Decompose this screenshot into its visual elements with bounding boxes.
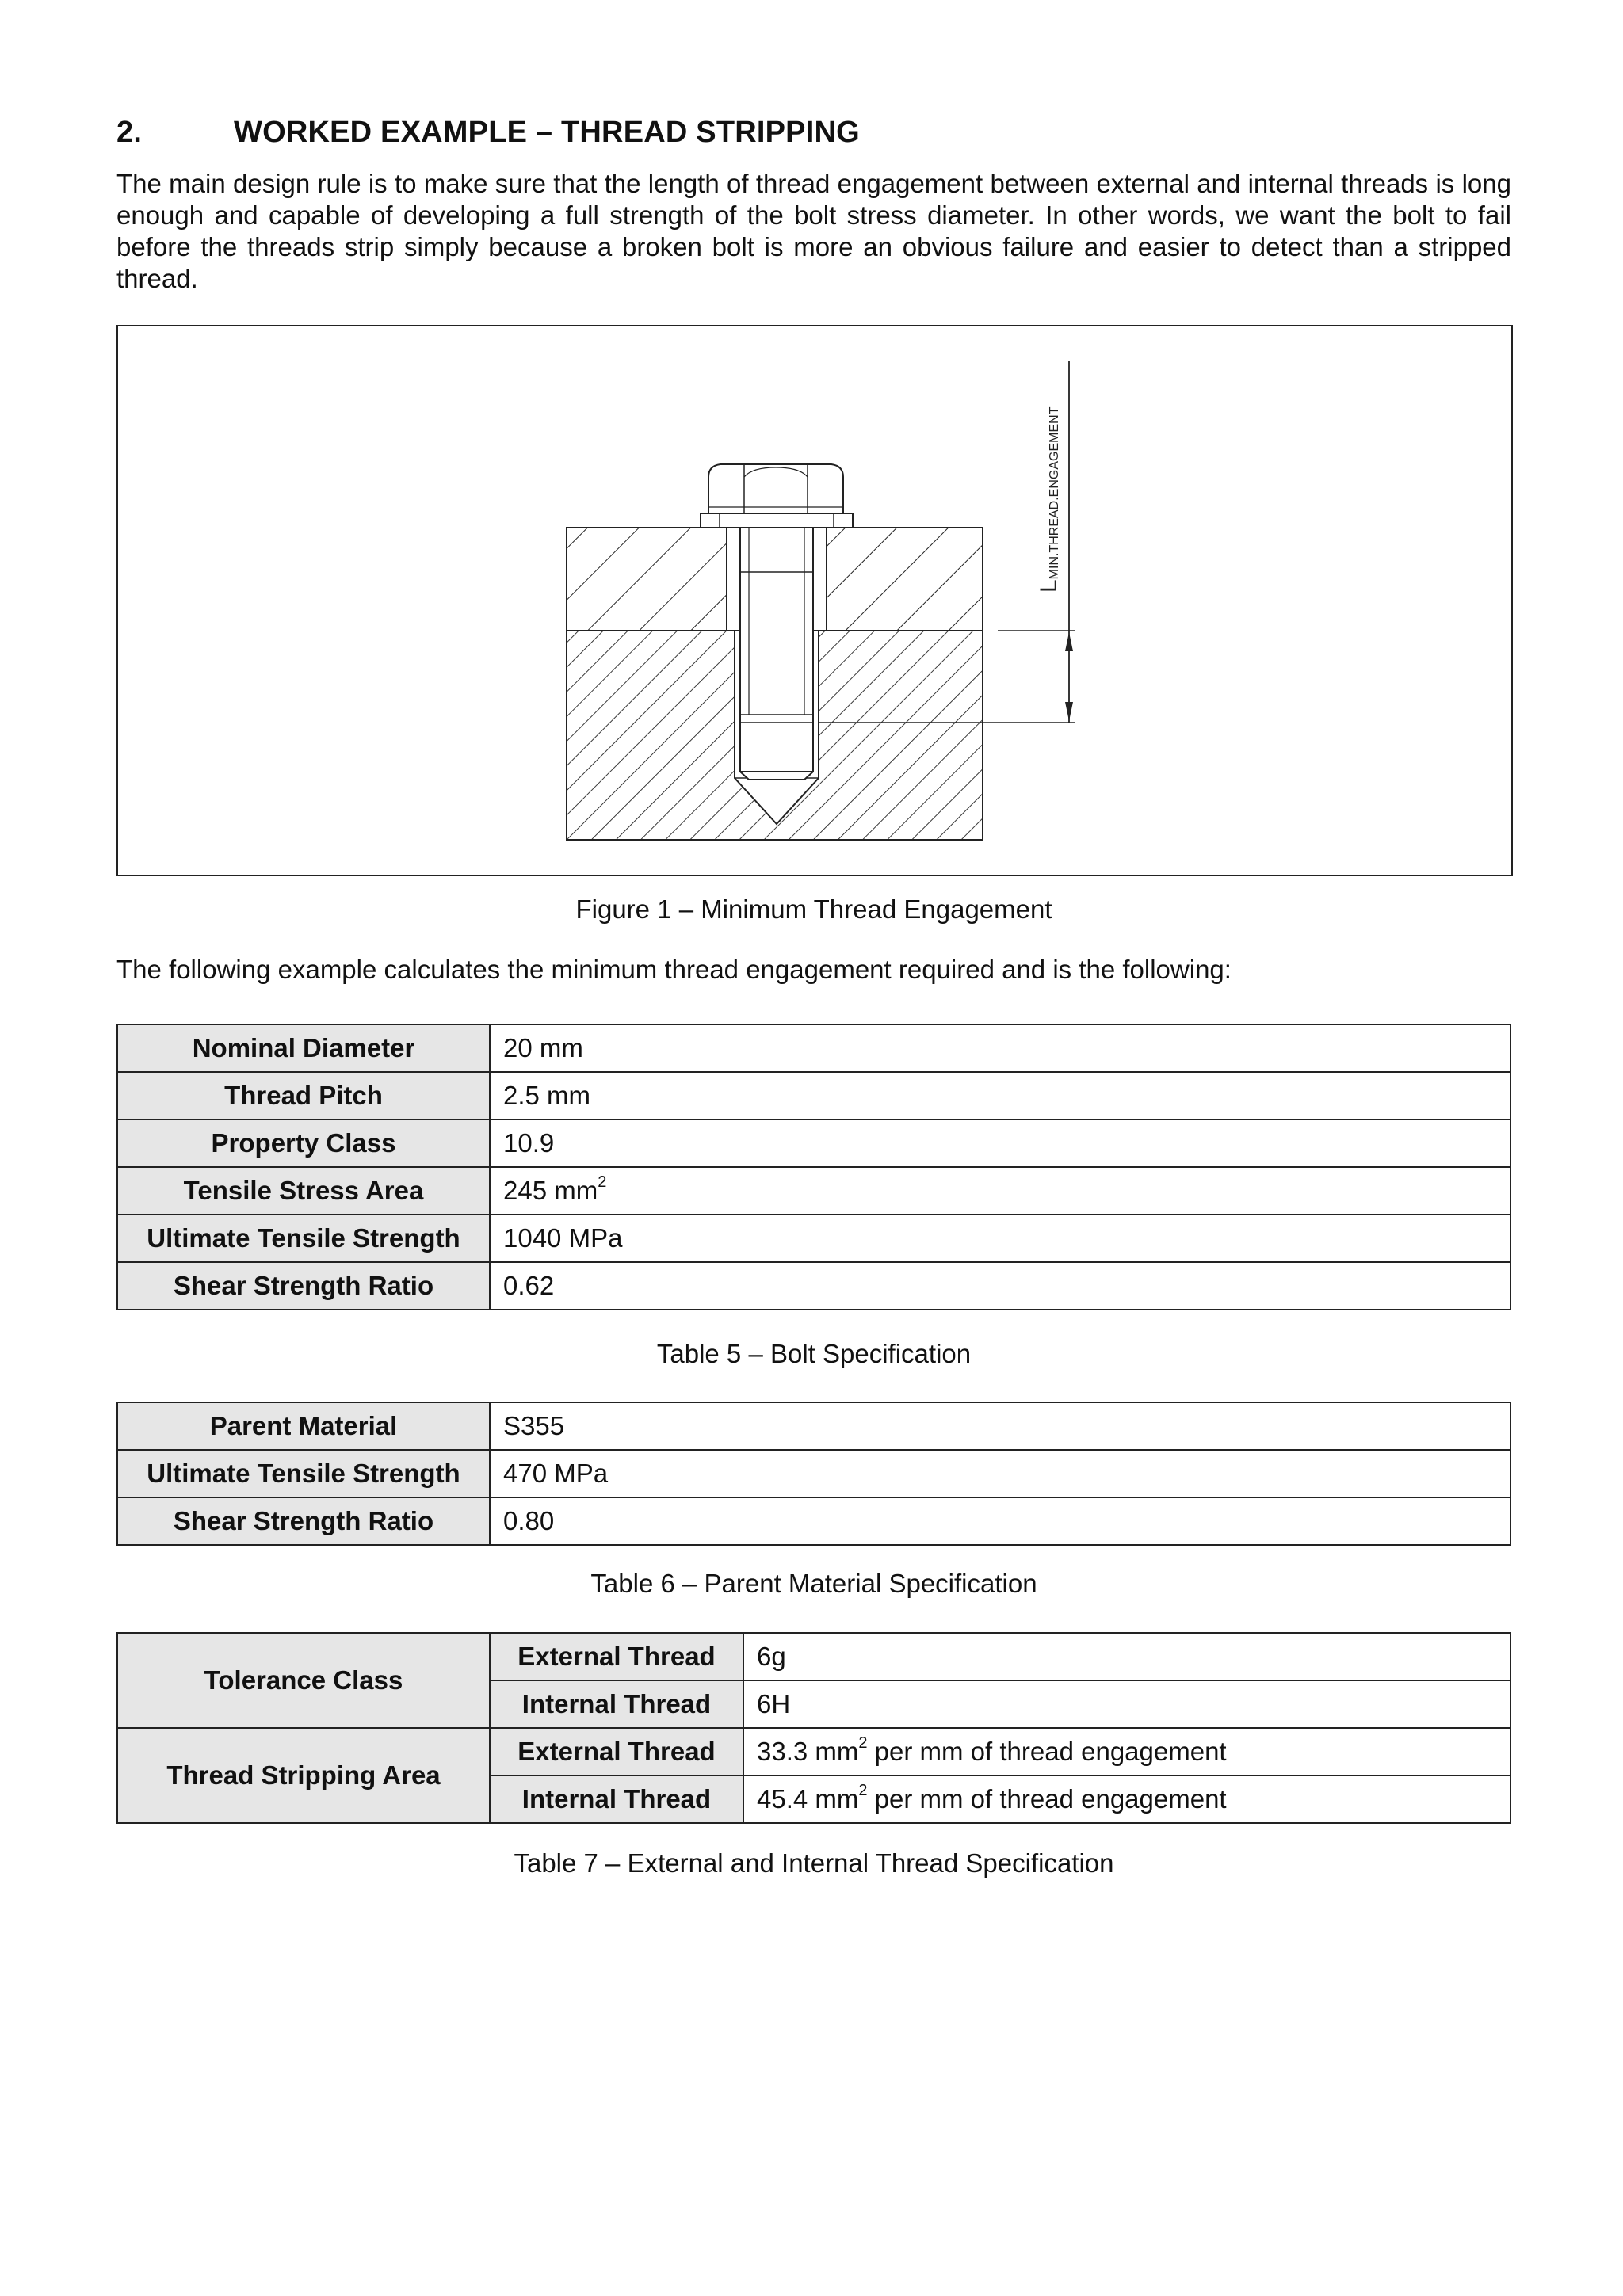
row-label: Parent Material	[117, 1402, 490, 1450]
table7-caption: Table 7 – External and Internal Thread Specification	[514, 1848, 1114, 1878]
row-label: Ultimate Tensile Strength	[117, 1215, 490, 1262]
sub-label: External Thread	[490, 1728, 743, 1775]
value-text: 45.4 mm	[757, 1784, 859, 1814]
section-title: WORKED EXAMPLE – THREAD STRIPPING	[234, 116, 860, 149]
table-row	[117, 1215, 1510, 1262]
svg-text:LMIN.THREAD.ENGAGEMENT	[1036, 406, 1062, 593]
table-row	[117, 1167, 1510, 1215]
table-row	[117, 1072, 1510, 1119]
table-thread-specification	[116, 1632, 1511, 1824]
section-number: 2.	[116, 116, 143, 149]
table-parent-material	[116, 1402, 1511, 1546]
row-value: 1040 MPa	[490, 1215, 1510, 1262]
row-value: 0.80	[490, 1497, 1510, 1545]
row-value: 2.5 mm	[490, 1072, 1510, 1119]
row-label: Thread Pitch	[117, 1072, 490, 1119]
table-row	[117, 1262, 1510, 1310]
table-row	[117, 1119, 1510, 1167]
superscript: 2	[858, 1782, 868, 1799]
row-value: 470 MPa	[490, 1450, 1510, 1497]
row-value: 10.9	[490, 1119, 1510, 1167]
dimension-label-main: L	[1036, 579, 1062, 593]
table-row	[117, 1402, 1510, 1450]
sub-label: External Thread	[490, 1633, 743, 1680]
section-heading	[116, 116, 860, 150]
row-label: Shear Strength Ratio	[117, 1262, 490, 1310]
row-value: 20 mm	[490, 1024, 1510, 1072]
bolt-shank	[740, 528, 813, 780]
bolt-head	[708, 464, 843, 513]
row-value	[743, 1775, 1510, 1823]
value-suffix: per mm of thread engagement	[867, 1784, 1227, 1814]
row-label: Nominal Diameter	[117, 1024, 490, 1072]
intro-paragraph: The main design rule is to make sure that the length of thread engagement between external and internal threads is long enough and capable of developing a full strength of the bolt stress diameter. In other words, we want the bolt to fail before the threads strip simply because a broken bolt is more an obvious failure and easier to detect than a stripped thread.	[116, 169, 1511, 293]
row-value: S355	[490, 1402, 1510, 1450]
row-value: 6g	[743, 1633, 1510, 1680]
table-row	[117, 1728, 1510, 1775]
row-value: 6H	[743, 1680, 1510, 1728]
group-label: Thread Stripping Area	[117, 1728, 490, 1823]
dimension-label-sub: MIN.THREAD.ENGAGEMENT	[1048, 406, 1061, 580]
figure-caption: Figure 1 – Minimum Thread Engagement	[575, 894, 1052, 924]
row-label: Ultimate Tensile Strength	[117, 1450, 490, 1497]
figure-thread-engagement	[116, 325, 1513, 876]
row-label: Property Class	[117, 1119, 490, 1167]
table-row	[117, 1497, 1510, 1545]
group-label: Tolerance Class	[117, 1633, 490, 1728]
row-value: 0.62	[490, 1262, 1510, 1310]
table5-caption: Table 5 – Bolt Specification	[656, 1339, 972, 1368]
superscript: 2	[598, 1173, 607, 1191]
superscript: 2	[858, 1734, 868, 1752]
bolt-diagram	[118, 326, 1511, 875]
sub-label: Internal Thread	[490, 1680, 743, 1728]
row-label: Shear Strength Ratio	[117, 1497, 490, 1545]
value-text: 33.3 mm	[757, 1737, 859, 1766]
table6-caption: Table 6 – Parent Material Specification	[590, 1569, 1037, 1598]
lead-paragraph: The following example calculates the minimum thread engagement required and is the following:	[116, 955, 1232, 984]
table-bolt-specification	[116, 1024, 1511, 1310]
row-value	[490, 1167, 1510, 1215]
washer	[701, 513, 853, 528]
sub-label: Internal Thread	[490, 1775, 743, 1823]
value-suffix: per mm of thread engagement	[867, 1737, 1227, 1766]
row-label: Tensile Stress Area	[117, 1167, 490, 1215]
value-text: 245 mm	[503, 1176, 598, 1205]
row-value	[743, 1728, 1510, 1775]
table-row	[117, 1450, 1510, 1497]
table-row	[117, 1633, 1510, 1680]
table-row	[117, 1024, 1510, 1072]
